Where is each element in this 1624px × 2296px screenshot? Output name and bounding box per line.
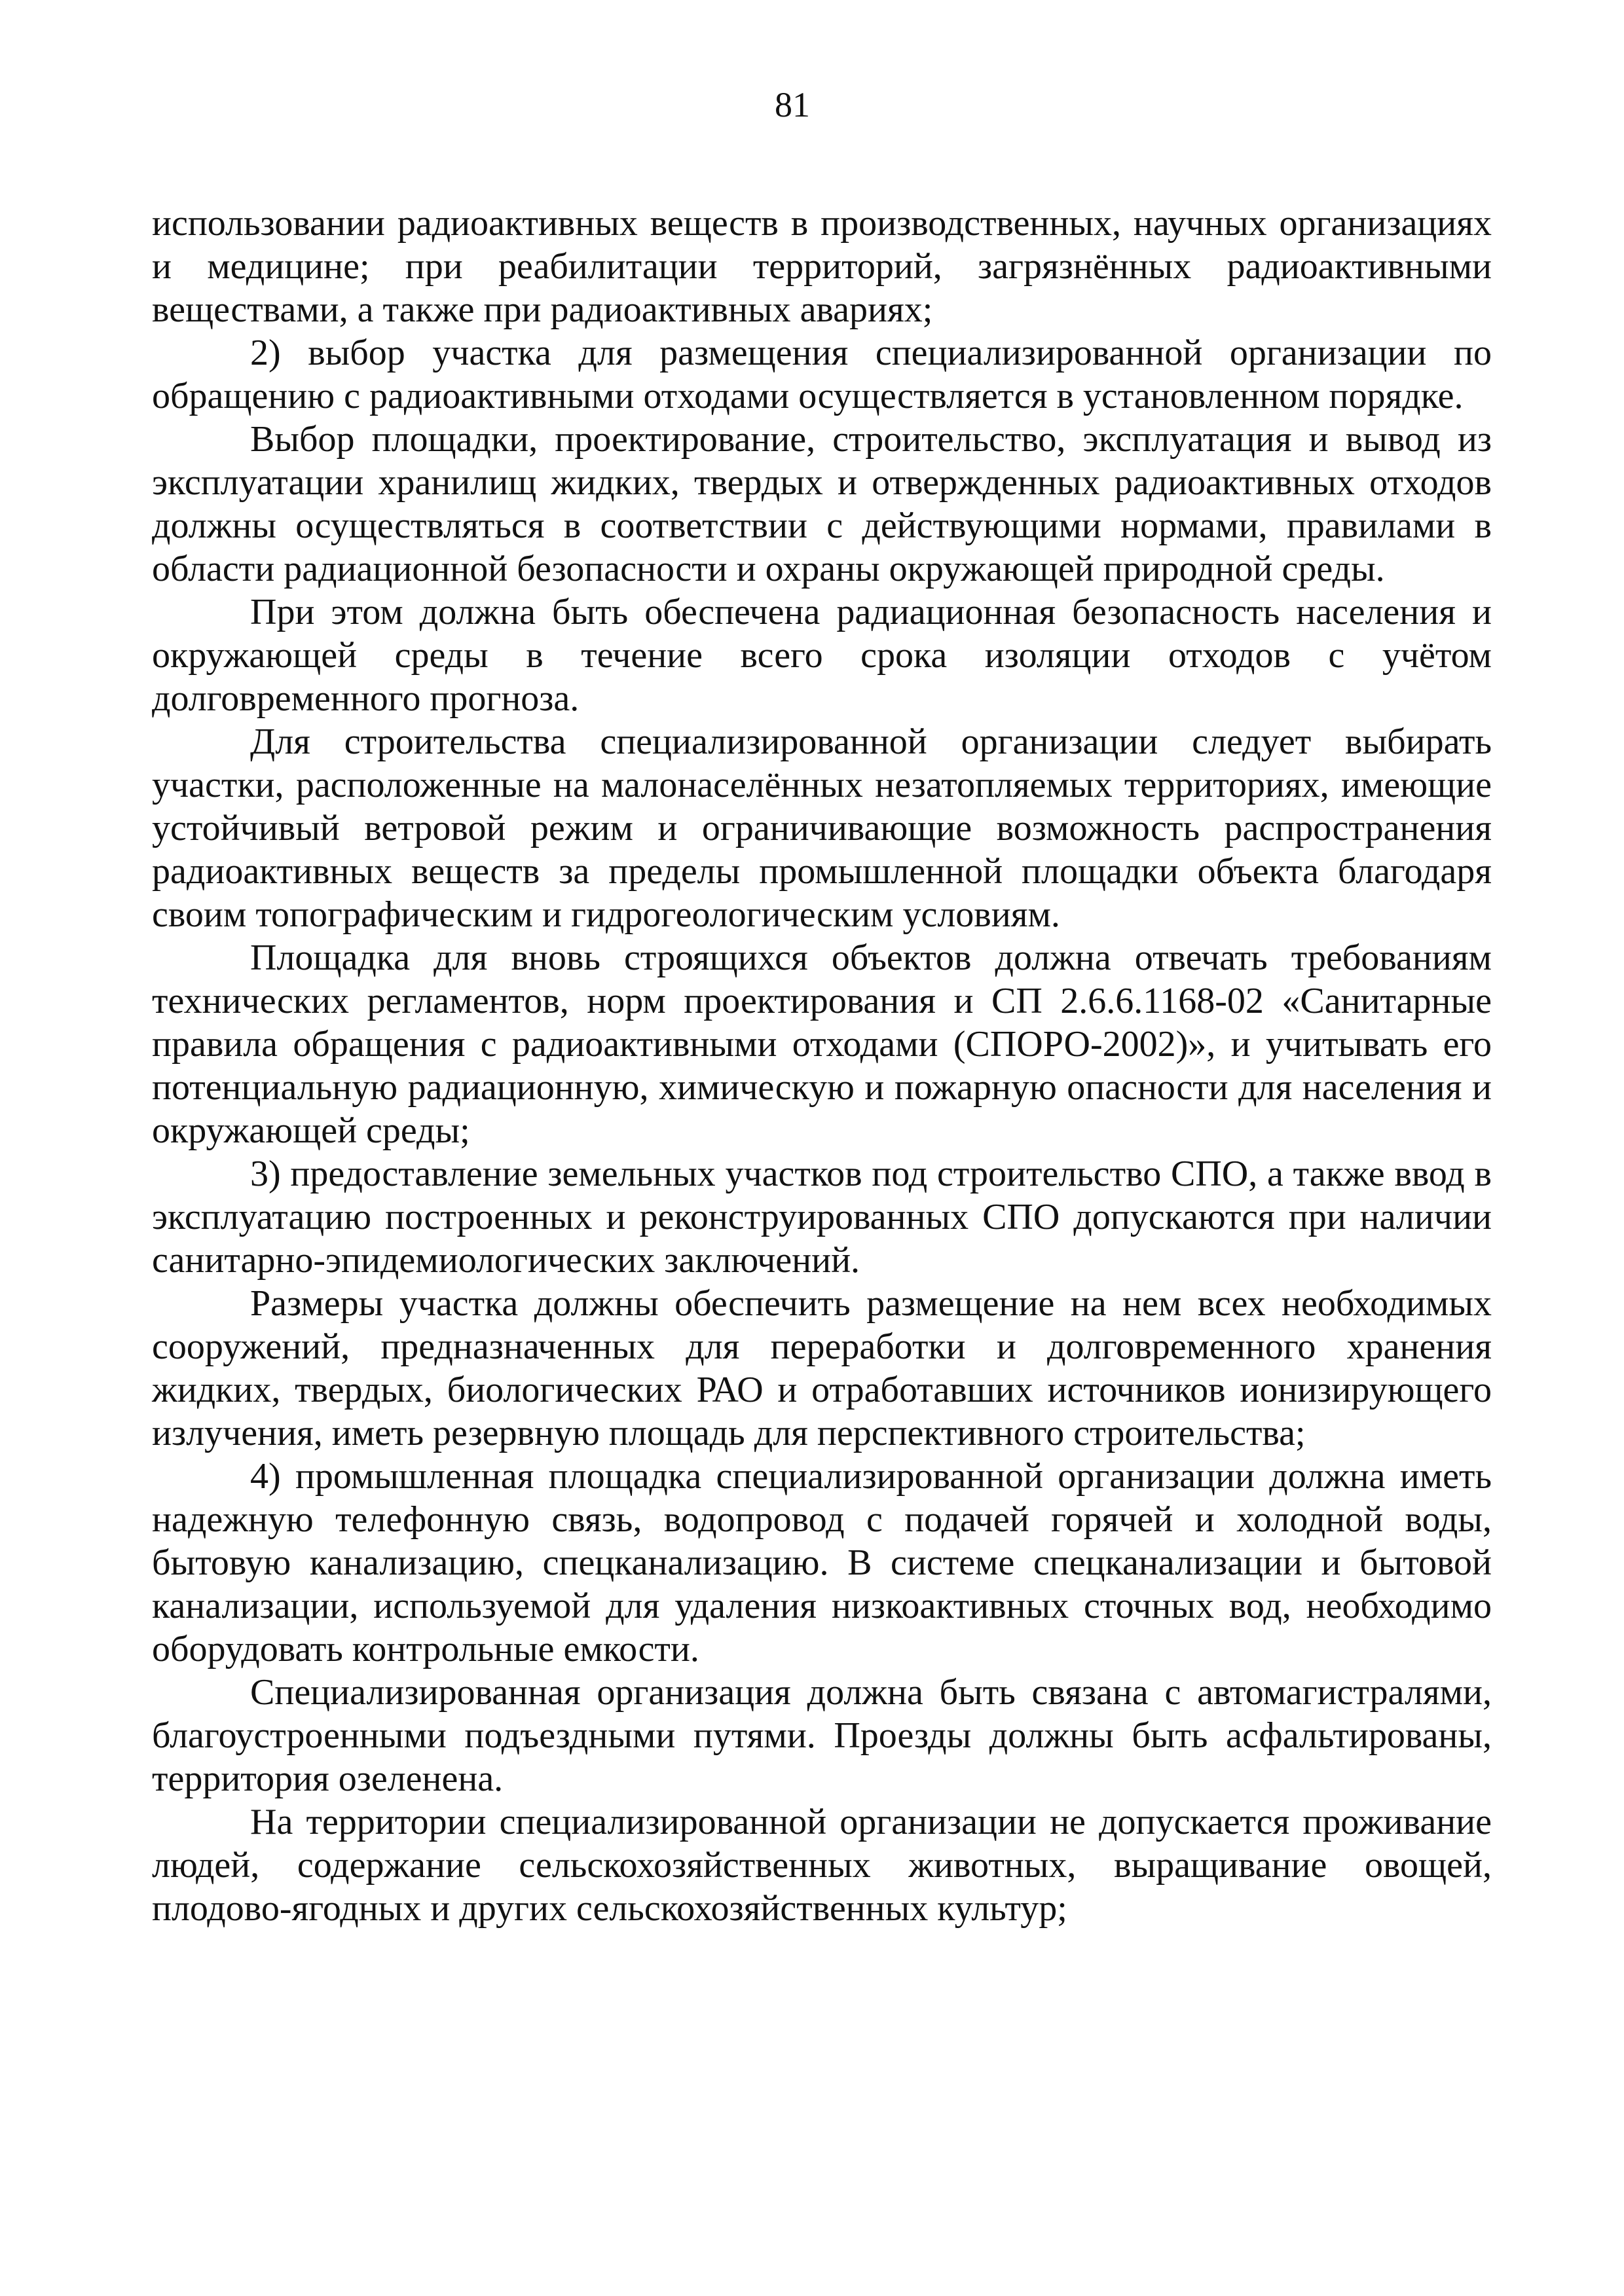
page-number: 81 (775, 85, 810, 124)
paragraph-continuation: использовании радиоактивных веществ в производственных, научных организациях и медицине; при реабилитации территорий, загрязнённых радиоактивными веществами, а также при радиоактивных авариях; (152, 203, 1492, 330)
paragraph-item-2: 2) выбор участка для размещения специализированной организации по обращению с радиоактивными отходами осуществляется в установленном порядке. (152, 333, 1492, 416)
paragraph-regulations: Площадка для вновь строящихся объектов должна отвечать требованиям технических регламентов, норм проектирования и СП 2.6.6.1168-02 «Санитарные правила обращения с радиоактивными отходами (СПОРО-2002)», и учитывать его потенциальную радиационную, химическую и пожарную опасности для населения и окружающей среды; (152, 938, 1492, 1151)
paragraph-site-size: Размеры участка должны обеспечить размещение на нем всех необходимых сооружений, предназначенных для переработки и долговременного хранения жидких, твердых, биологических РАО и отработавших источников ионизирующего излучения, иметь резервную площадь для перспективного строительства; (152, 1283, 1492, 1453)
paragraph-site-requirements: Для строительства специализированной организации следует выбирать участки, расположенные на малонаселённых незатопляемых территориях, имеющие устойчивый ветровой режим и ограничивающие возможность распространения радиоактивных веществ за пределы промышленной площадки объекта благодаря своим топографическим и гидрогеологическим условиям. (152, 721, 1492, 935)
paragraph-site-selection: Выбор площадки, проектирование, строительство, эксплуатация и вывод из эксплуатации хранилищ жидких, твердых и отвержденных радиоактивных отходов должны осуществляться в соответствии с действующими нормами, правилами в области радиационной безопасности и охраны окружающей природной среды. (152, 419, 1492, 589)
document-body (152, 202, 1492, 1930)
paragraph-radiation-safety: При этом должна быть обеспечена радиационная безопасность населения и окружающей среды в течение всего срока изоляции отходов с учётом долговременного прогноза. (152, 592, 1492, 719)
paragraph-restrictions: На территории специализированной организации не допускается проживание людей, содержание сельскохозяйственных животных, выращивание овощей, плодово-ягодных и других сельскохозяйственных культур; (152, 1802, 1492, 1929)
paragraph-roads: Специализированная организация должна быть связана с автомагистралями, благоустроенными подъездными путями. Проезды должны быть асфальтированы, территория озеленена. (152, 1672, 1492, 1799)
paragraph-item-3: 3) предоставление земельных участков под строительство СПО, а также ввод в эксплуатацию построенных и реконструированных СПО допускаются при наличии санитарно-эпидемиологических заключений. (152, 1154, 1492, 1281)
paragraph-item-4: 4) промышленная площадка специализированной организации должна иметь надежную телефонную связь, водопровод с подачей горячей и холодной воды, бытовую канализацию, спецканализацию. В системе спецканализации и бытовой канализации, используемой для удаления низкоактивных сточных вод, необходимо оборудовать контрольные емкости. (152, 1456, 1492, 1669)
